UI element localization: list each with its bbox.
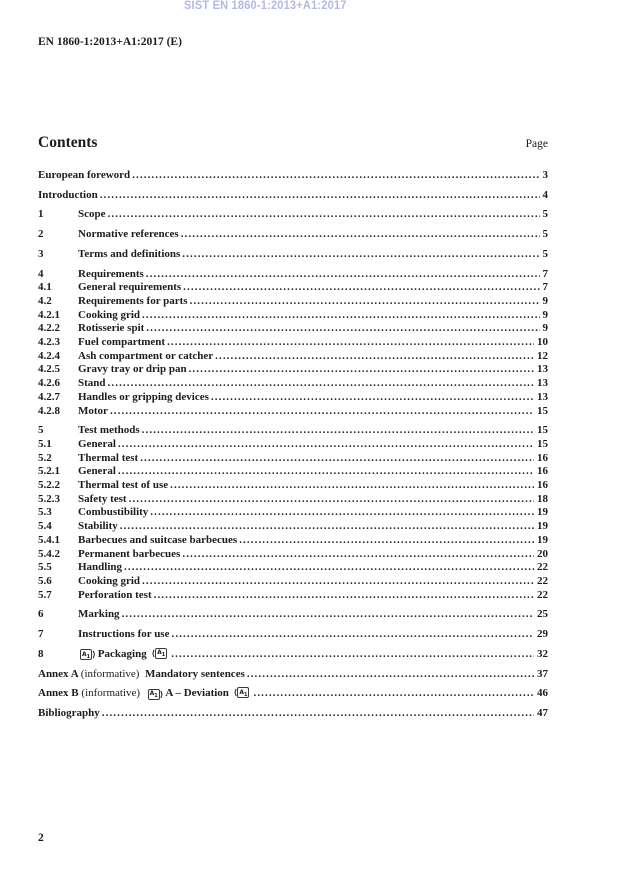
dot-leader (108, 208, 540, 222)
toc-entry-number: 5.6 (38, 574, 52, 587)
toc-entry-page: 37 (537, 667, 548, 680)
toc-entry-title-text: General (78, 465, 116, 478)
amendment-tag-angle: ⟩ (92, 650, 96, 660)
toc-entry-title-text: Bibliography (38, 706, 100, 719)
dot-leader (171, 628, 534, 642)
toc-entry-number: 4.2.2 (38, 322, 60, 335)
toc-entry-title-text: Combustibility (78, 506, 149, 519)
toc-entry (38, 534, 548, 548)
toc-entry-title (78, 452, 138, 466)
toc-entry-title-text: Stability (78, 520, 118, 533)
toc-entry-number: 5.4 (38, 520, 52, 533)
toc-entry-title (78, 493, 127, 507)
toc-entry-page: 15 (537, 404, 548, 417)
toc-entry-page: 3 (542, 169, 548, 181)
toc-entry-title-text: Instructions for use (78, 628, 170, 641)
toc-entry-title-text: Terms and definitions (78, 247, 181, 260)
toc-entry-title (78, 589, 152, 603)
toc-entry-page: 19 (537, 506, 548, 519)
toc-entry (38, 707, 548, 721)
toc-entry-title (78, 322, 144, 336)
toc-entry-title (78, 248, 180, 262)
toc-entry-title (78, 281, 181, 295)
toc-entry-title-text: (informative) (80, 667, 145, 680)
toc-entry-title (78, 405, 108, 419)
toc-entry-title (38, 707, 100, 721)
toc-entry-title-text: Cooking grid (78, 308, 141, 321)
dot-leader (120, 520, 534, 534)
toc-entry-page: 16 (537, 465, 548, 478)
toc-entry-page: 9 (542, 294, 548, 307)
toc-entry-page: 22 (537, 588, 548, 601)
toc-entry-title-text: Perforation test (78, 588, 152, 601)
toc-entry-title (78, 228, 179, 242)
toc-entry (38, 391, 548, 405)
toc-entry-title (78, 363, 187, 377)
amendment-a1-icon (151, 648, 167, 659)
toc-entry-title-text: Gravy tray or drip pan (78, 363, 187, 376)
dot-leader (108, 377, 534, 391)
dot-leader (189, 363, 534, 377)
toc-entry-number: 4.2.7 (38, 390, 60, 403)
toc-entry-title-text: Thermal test of use (78, 479, 169, 492)
toc-entry-title (78, 506, 148, 520)
toc-entry-page: 7 (542, 281, 548, 294)
dot-leader (182, 248, 539, 262)
toc-entry (38, 169, 548, 183)
dot-leader (154, 589, 534, 603)
toc-entry-number: 5.4.1 (38, 533, 60, 546)
toc-entry-page: 4 (542, 188, 548, 201)
toc-entry-page: 5 (542, 228, 548, 241)
amendment-tag-angle: ⟩ (159, 689, 164, 699)
toc-entry-title-text: (informative) (81, 687, 146, 700)
toc-entry-number: 4.1 (38, 281, 52, 294)
toc-entry-title (78, 520, 118, 534)
amendment-a1-icon (148, 689, 164, 700)
toc-entry-title-text: Handles or gripping devices (78, 390, 209, 403)
toc-entry (38, 608, 548, 622)
dot-leader (253, 687, 534, 701)
toc-entry-title (78, 350, 213, 364)
amendment-tag-angle: ⟨ (151, 648, 156, 658)
toc-entry-title (78, 575, 140, 589)
toc-entry-page: 16 (537, 451, 548, 464)
amendment-tag-angle: ⟨ (233, 688, 238, 698)
toc-entry-page: 19 (537, 533, 548, 546)
toc-entry-number: 4.2.5 (38, 363, 60, 376)
contents-header (38, 134, 548, 152)
toc-entry-number: 5.2.1 (38, 465, 60, 478)
toc-entry (38, 589, 548, 603)
toc-entry-title-text: Packaging (97, 647, 150, 660)
toc-entry (38, 465, 548, 479)
toc-entry (38, 438, 548, 452)
toc-entry-page: 29 (537, 628, 548, 641)
dot-leader (247, 668, 534, 682)
dot-leader (118, 465, 534, 479)
toc-entry-page: 13 (537, 363, 548, 376)
toc-entry-title (38, 189, 98, 203)
toc-entry (38, 479, 548, 493)
document-reference: EN 1860-1:2013+A1:2017 (E) (38, 36, 182, 48)
toc-entry-title-text: Motor (78, 404, 108, 417)
toc-entry-title (78, 391, 209, 405)
toc-entry-page: 5 (542, 208, 548, 221)
toc-entry (38, 281, 548, 295)
toc-entry-page: 22 (537, 561, 548, 574)
toc-entry-title-text: A – Deviation (165, 687, 232, 700)
dot-leader (100, 189, 540, 203)
dot-leader (215, 350, 534, 364)
dot-leader (183, 281, 539, 295)
toc-entry (38, 336, 548, 350)
toc-entry-number: 5.5 (38, 561, 52, 574)
toc-entry-title-text: Ash compartment or catcher (78, 349, 214, 362)
toc-entry-number: 5.2.2 (38, 479, 60, 492)
dot-leader (122, 608, 534, 622)
toc-entry-title (38, 668, 245, 682)
toc-entry-title (78, 295, 188, 309)
toc-entry-page: 25 (537, 608, 548, 621)
toc-entry-title-text: Requirements (78, 267, 144, 280)
toc-entry-title-text: Thermal test (78, 451, 139, 464)
toc-entry-title-text: Handling (78, 561, 123, 574)
toc-entry (38, 363, 548, 377)
dot-leader (146, 268, 540, 282)
toc-entry-page: 13 (537, 390, 548, 403)
dot-leader (211, 391, 534, 405)
toc-entry (38, 248, 548, 262)
dot-leader (129, 493, 534, 507)
toc-entry-title (78, 336, 165, 350)
dot-leader (102, 707, 534, 721)
toc-entry-title (78, 465, 116, 479)
toc-entry (38, 548, 548, 562)
dot-leader (118, 438, 534, 452)
toc-entry (38, 208, 548, 222)
toc-entry-title-text: General (78, 437, 116, 450)
toc-entry (38, 668, 548, 682)
dot-leader (142, 309, 539, 323)
toc-entry (38, 350, 548, 364)
toc-entry-page: 15 (537, 424, 548, 437)
toc-entry-title (78, 608, 120, 622)
dot-leader (167, 336, 534, 350)
dot-leader (140, 452, 534, 466)
toc-entry (38, 189, 548, 203)
toc-entry-page: 16 (537, 479, 548, 492)
toc-entry (38, 309, 548, 323)
toc-entry-number: 2 (38, 228, 44, 241)
toc-entry-title-text: Scope (78, 208, 106, 221)
toc-entry-page: 18 (537, 492, 548, 505)
toc-entry (38, 687, 548, 701)
toc-entry-title-text: Normative references (78, 228, 179, 241)
toc-entry-number: 4 (38, 267, 44, 280)
amendment-a1-icon (234, 687, 250, 698)
toc-entry-number: 4.2.8 (38, 404, 60, 417)
toc-entry-title (38, 169, 130, 183)
amendment-a1-icon (80, 649, 96, 660)
page-column-label: Page (525, 138, 548, 150)
amendment-tag-box: $A_1$ (82, 650, 91, 660)
toc-entry-number: 7 (38, 628, 44, 641)
amendment-tag-box: $A_1$ (239, 688, 248, 698)
toc-entry-title (78, 534, 237, 548)
toc-entry-number: 5.2 (38, 451, 52, 464)
toc-entry (38, 452, 548, 466)
toc-entry (38, 405, 548, 419)
toc-entry-title-text: Annex A (38, 667, 81, 680)
toc-entry-page: 9 (542, 308, 548, 321)
toc-entry (38, 575, 548, 589)
toc-entry-number: 5.2.3 (38, 492, 60, 505)
toc-entry-title-text: Barbecues and suitcase barbecues (78, 533, 238, 546)
dot-leader (142, 424, 534, 438)
toc-entry-number: 4.2.6 (38, 377, 60, 390)
toc-entry-page: 19 (537, 520, 548, 533)
toc-entry (38, 493, 548, 507)
toc-entry-title-text: Cooking grid (78, 574, 141, 587)
toc-entry-number: 4.2 (38, 294, 52, 307)
toc-entry-number: 5.1 (38, 437, 52, 450)
toc-entry-title (38, 687, 251, 701)
toc-list (38, 169, 548, 721)
dot-leader (150, 506, 534, 520)
toc-entry-title-text: Annex B (38, 687, 82, 700)
toc-entry-title (78, 208, 106, 222)
toc-entry-title (78, 309, 140, 323)
dot-leader (132, 169, 539, 183)
toc-entry-title-text: Fuel compartment (78, 336, 166, 349)
toc-entry-number: 3 (38, 247, 44, 260)
toc-entry-title-text: Test methods (78, 424, 140, 437)
amendment-tag-box: $A_1$ (157, 649, 166, 659)
toc-entry (38, 520, 548, 534)
toc-entry (38, 628, 548, 642)
dot-leader (190, 295, 540, 309)
toc-entry-number: 4.2.4 (38, 349, 60, 362)
toc-entry-title-text: Rotisserie spit (78, 322, 145, 335)
dot-leader (110, 405, 534, 419)
contents-heading: Contents (38, 134, 98, 151)
toc-entry-title (78, 628, 169, 642)
toc-entry-page: 10 (537, 336, 548, 349)
toc-entry-page: 15 (537, 437, 548, 450)
toc-entry-title-text: Safety test (78, 492, 127, 505)
toc-entry (38, 506, 548, 520)
toc-entry (38, 295, 548, 309)
toc-entry-title (78, 479, 168, 493)
toc-entry-number: 4.2.1 (38, 308, 60, 321)
sist-watermark: SIST EN 1860-1:2013+A1:2017 (184, 0, 347, 12)
toc-entry-number: 1 (38, 208, 44, 221)
toc-entry-title (78, 424, 140, 438)
amendment-tag-box: $A_1$ (149, 690, 158, 700)
toc-entry-page: 13 (537, 377, 548, 390)
dot-leader (124, 561, 534, 575)
toc-entry (38, 648, 548, 662)
toc-entry (38, 424, 548, 438)
toc-entry (38, 268, 548, 282)
page-number: 2 (38, 832, 44, 844)
dot-leader (239, 534, 534, 548)
toc-entry-title (78, 438, 116, 452)
toc-entry-title (78, 561, 122, 575)
toc-entry-page: 46 (537, 687, 548, 700)
toc-entry-page: 47 (537, 706, 548, 719)
toc-entry (38, 561, 548, 575)
toc-entry-title (78, 548, 180, 562)
toc-entry-title (78, 648, 169, 662)
toc-entry-number: 8 (38, 647, 44, 660)
toc-entry-page: 7 (542, 267, 548, 280)
dot-leader (146, 322, 539, 336)
toc-entry-title-text: Introduction (38, 188, 98, 201)
toc-entry-title-text: Marking (78, 608, 120, 621)
dot-leader (182, 548, 534, 562)
dot-leader (170, 479, 534, 493)
toc-entry-number: 5 (38, 424, 44, 437)
toc-entry-page: 12 (537, 349, 548, 362)
toc-entry-title (78, 377, 106, 391)
toc-entry-page: 20 (537, 547, 548, 560)
toc-entry (38, 322, 548, 336)
toc-entry-number: 5.4.2 (38, 547, 60, 560)
toc-entry-title-text: Mandatory sentences (144, 667, 245, 680)
toc-entry-title-text: General requirements (78, 281, 182, 294)
dot-leader (142, 575, 534, 589)
toc-entry-page: 22 (537, 574, 548, 587)
dot-leader (181, 228, 540, 242)
toc-entry-title-text: European foreword (38, 169, 131, 181)
toc-entry-number: 5.3 (38, 506, 52, 519)
toc-entry-title (78, 268, 144, 282)
toc-entry-page: 9 (542, 322, 548, 335)
toc-entry (38, 228, 548, 242)
toc-entry-number: 4.2.3 (38, 336, 60, 349)
toc-entry-number: 6 (38, 608, 44, 621)
dot-leader (171, 648, 534, 662)
toc-entry-page: 32 (537, 647, 548, 660)
toc-entry-title-text: Requirements for parts (78, 294, 188, 307)
toc-entry-number: 5.7 (38, 588, 52, 601)
toc-entry-title-text: Stand (78, 377, 106, 390)
toc-entry-title-text: Permanent barbecues (78, 547, 181, 560)
toc-entry (38, 377, 548, 391)
toc-entry-page: 5 (542, 247, 548, 260)
